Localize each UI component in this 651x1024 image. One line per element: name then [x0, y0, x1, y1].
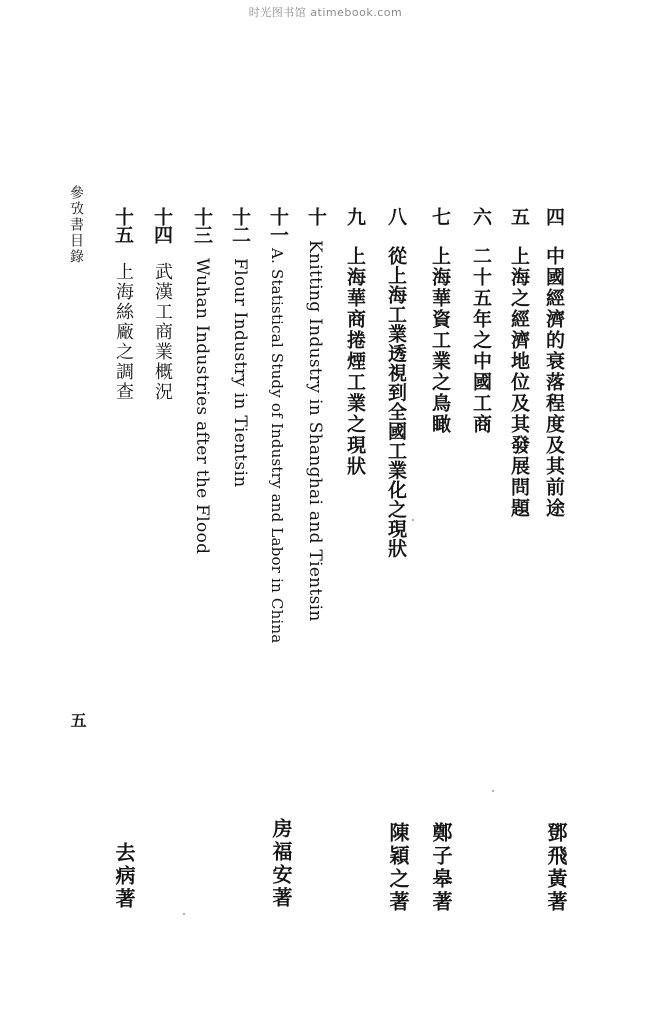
entry-11-author: 房福安著: [269, 818, 293, 910]
entry-14-number: 十四: [151, 207, 173, 243]
running-header: 參攷書目錄: [68, 185, 84, 265]
entry-13-number: 十三: [191, 207, 213, 243]
entry-8-title: 從上海工業透視到全國工業化之現狀: [385, 246, 407, 558]
entry-8-author: 陳穎之著: [386, 822, 410, 914]
entry-15-author: 去病著: [112, 842, 136, 911]
entry-4-title: 中國經濟的衰落程度及其前途: [543, 246, 565, 519]
entry-5-title: 上海之經濟地位及其發展問題: [508, 246, 530, 519]
entry-9-number: 九: [344, 207, 366, 225]
entry-13-title: Wuhan Industries after the Flood: [192, 258, 212, 555]
entry-10-title: Knitting Industry in Shanghai and Tientsin: [305, 240, 325, 622]
entry-9-title: 上海華商捲煙工業之現狀: [344, 246, 366, 477]
entry-7-title: 上海華資工業之鳥瞰: [429, 246, 451, 435]
entry-7-author: 鄭子皋著: [429, 822, 453, 914]
entry-4-number: 四: [543, 207, 565, 225]
entry-11-number: 十一: [267, 207, 289, 243]
entry-8-number: 八: [385, 207, 407, 225]
scan-speck: [183, 913, 185, 915]
entry-7-number: 七: [429, 207, 451, 225]
entry-12-title: Flour Industry in Tientsin: [230, 258, 250, 488]
entry-14-title: 武漢工商業概況: [152, 262, 173, 402]
entry-12-number: 十二: [229, 207, 251, 243]
entry-15-number: 十五: [112, 207, 134, 243]
entry-6-title: 二十五年之中國工商: [470, 246, 492, 435]
entry-11-title: A. Statistical Study of Industry and Labor in China: [268, 248, 286, 644]
scan-speck: [412, 519, 414, 521]
entry-6-number: 六: [470, 207, 492, 225]
scan-speck: [492, 790, 494, 792]
entry-10-number: 十: [305, 207, 327, 225]
watermark: 时光图书馆 atimebook.com: [248, 6, 403, 19]
entry-15-title: 上海絲廠之調查: [113, 262, 134, 402]
entry-5-number: 五: [508, 207, 530, 225]
page-number: 五: [68, 712, 87, 728]
entry-4-author: 鄧飛黃著: [544, 822, 568, 914]
